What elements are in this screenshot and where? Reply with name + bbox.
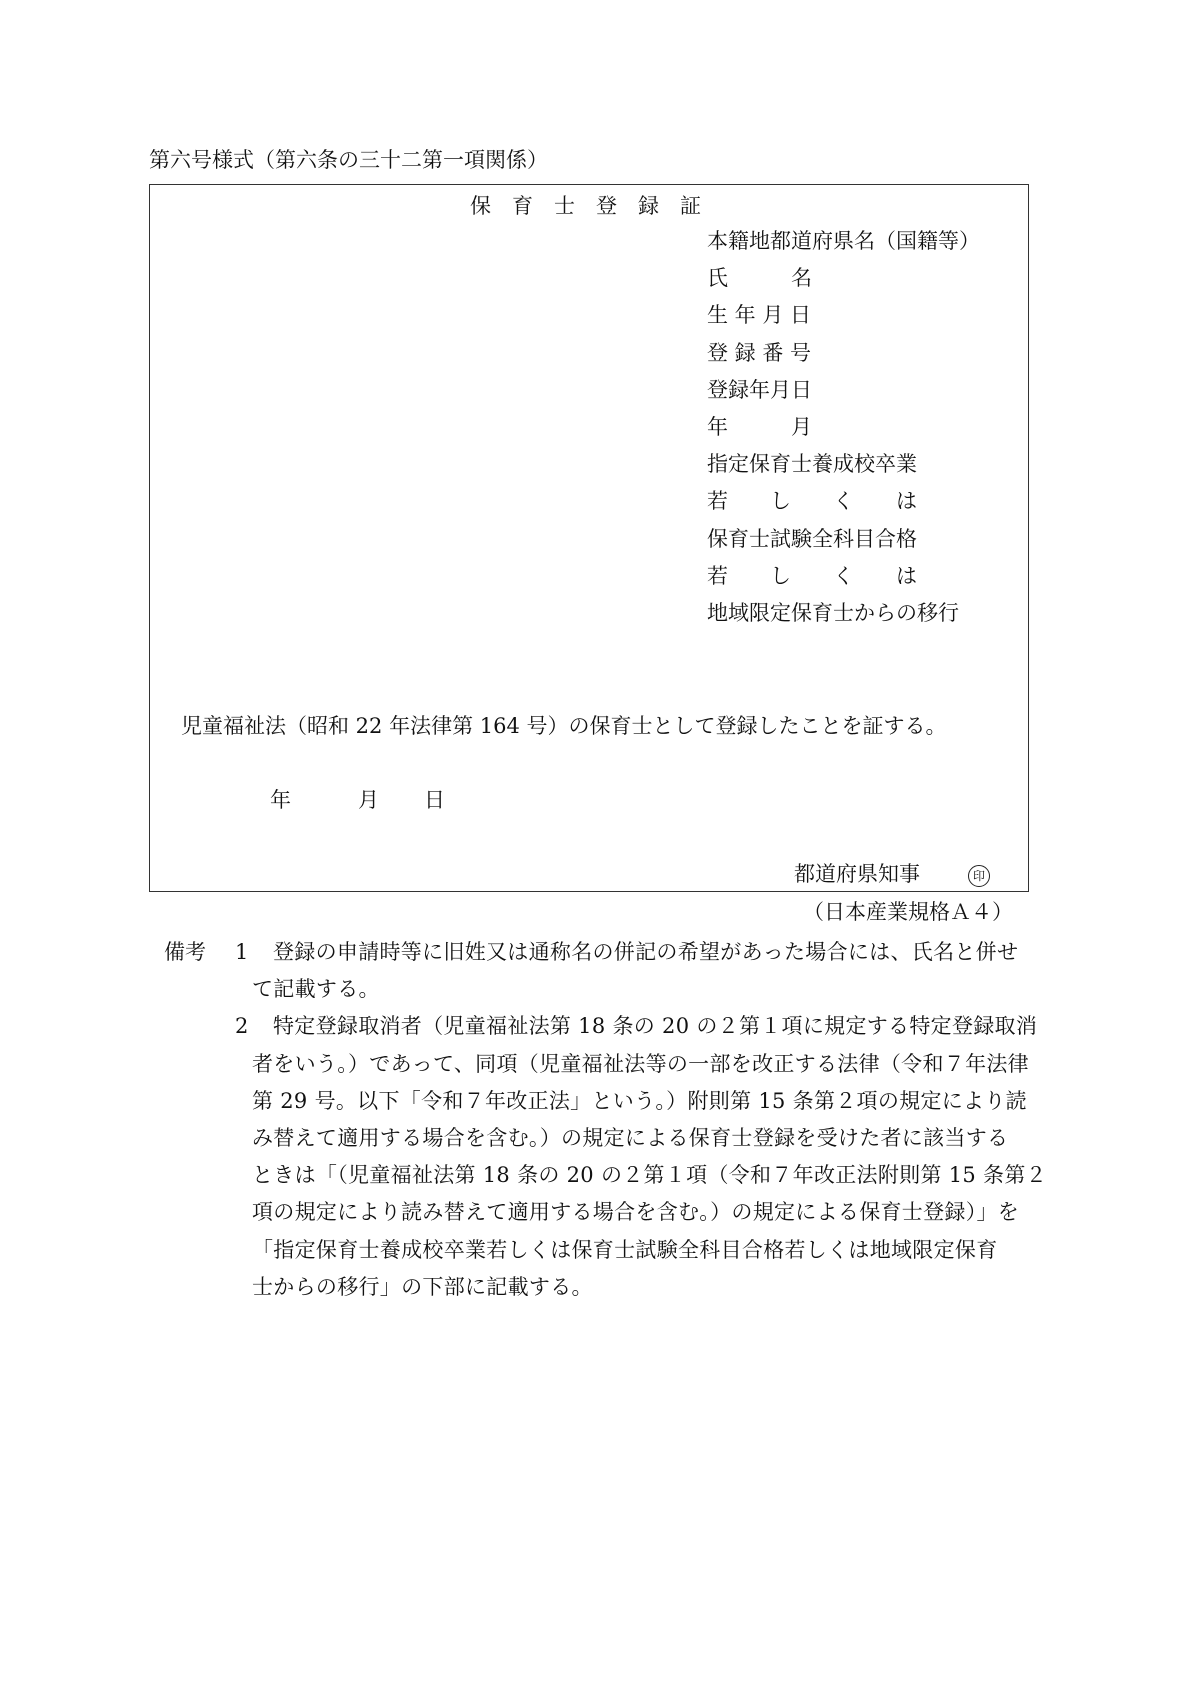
form-header: 第六号様式（第六条の三十二第一項関係） — [149, 148, 548, 172]
note-line: て記載する。 — [252, 977, 380, 1002]
note-line: 「指定保育士養成校卒業若しくは保育士試験全科目合格若しくは地域限定保育 — [252, 1237, 998, 1262]
certificate-statement: 児童福祉法（昭和 22 年法律第 164 号）の保育士として登録したことを証する。 — [181, 714, 947, 738]
certificate-field-label: 年 月 — [707, 415, 812, 439]
issuer: 都道府県知事 — [794, 862, 920, 886]
certificate-field-label: 保育士試験全科目合格 — [707, 526, 917, 551]
seal-icon: 印 — [968, 865, 990, 887]
note-line: 特定登録取消者（児童福祉法第 18 条の 20 の２第１項に規定する特定登録取消 — [273, 1014, 1038, 1039]
note-line: 者をいう。）であって、同項（児童福祉法等の一部を改正する法律（令和７年法律 — [252, 1051, 1029, 1076]
date-month: 月 — [358, 788, 379, 812]
certificate-field-label: 若 し く は — [707, 563, 917, 588]
date-day: 日 — [424, 788, 445, 812]
note-line: 登録の申請時等に旧姓又は通称名の併記の希望があった場合には、氏名と併せ — [273, 940, 1019, 964]
certificate-field-label: 登 録 番 号 — [707, 340, 812, 365]
seal-mark — [968, 863, 990, 887]
certificate-field-label: 生 年 月 日 — [707, 303, 812, 328]
date-year: 年 — [270, 788, 291, 812]
certificate-field-label: 若 し く は — [707, 489, 917, 514]
certificate-title: 保 育 士 登 録 証 — [470, 194, 701, 218]
certificate-field-label: 指定保育士養成校卒業 — [707, 452, 917, 477]
certificate-field-label: 地域限定保育士からの移行 — [707, 601, 959, 625]
note-line: み替えて適用する場合を含む。）の規定による保育士登録を受けた者に該当する — [252, 1126, 1009, 1150]
note-line: 第 29 号。以下「令和７年改正法」という。）附則第 15 条第２項の規定により読 — [252, 1088, 1027, 1113]
note-line: 項の規定により読み替えて適用する場合を含む。）の規定による保育士登録）」を — [252, 1200, 1020, 1225]
certificate-field-label: 氏 名 — [707, 266, 812, 291]
certificate-field-label: 登録年月日 — [707, 377, 812, 402]
note-line: 士からの移行」の下部に記載する。 — [252, 1274, 593, 1299]
paper-size-note: （日本産業規格Ａ４） — [803, 900, 1013, 924]
note-line: ときは「（児童福祉法第 18 条の 20 の２第１項（令和７年改正法附則第 15 条第２ — [252, 1163, 1047, 1188]
note-number: 2 — [235, 1014, 249, 1039]
notes-label: 備考 — [164, 940, 206, 964]
certificate-field-label: 本籍地都道府県名（国籍等） — [707, 229, 980, 253]
note-number: 1 — [235, 940, 249, 964]
